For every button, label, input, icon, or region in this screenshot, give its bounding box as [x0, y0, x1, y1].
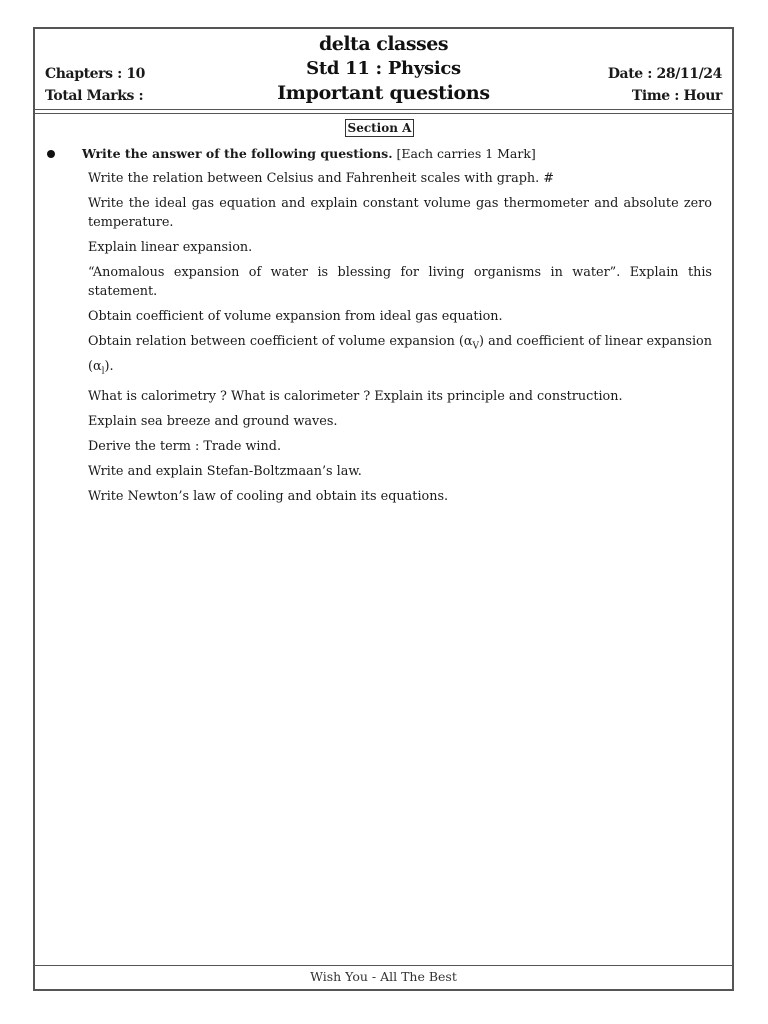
footer-divider [35, 965, 732, 966]
time-label: Time : Hour [631, 88, 722, 104]
q6-sub1: V [472, 341, 480, 352]
question-item: What is calorimetry ? What is calorimeter ? Explain its principle and construction. [88, 389, 623, 405]
question-item: Explain linear expansion. [88, 240, 253, 255]
section-instruction [47, 146, 727, 161]
exam-sheet [33, 27, 734, 991]
instruction-bold: Write the answer of the following questions. [82, 146, 393, 161]
chapters-label: Chapters : 10 [45, 66, 146, 82]
question-item: “Anomalous expansion of water is blessing for living organisms in water”. Explain this statement. [88, 265, 712, 299]
q6-part3: ). [104, 358, 114, 374]
q6-part2: ) and coefficient of linear expansion (α [88, 334, 712, 374]
bullet-icon [47, 150, 55, 158]
q6-part1: Obtain relation between coefficient of volume expansion (α [88, 334, 473, 349]
question-item: Write the relation between Celsius and Fahrenheit scales with graph. # [88, 171, 555, 186]
question-item: Obtain coefficient of volume expansion from ideal gas equation. [88, 309, 503, 324]
question-item: Write Newton’s law of cooling and obtain its equations. [88, 489, 449, 505]
paper-title: Important questions [277, 82, 490, 104]
instruction-marks: [Each carries 1 Mark] [392, 146, 536, 161]
header [35, 29, 732, 109]
header-divider [35, 109, 732, 110]
subject-title: Std 11 : Physics [306, 58, 461, 79]
question-item: Write and explain Stefan-Boltzmaan’s law. [88, 464, 362, 480]
date-label: Date : 28/11/24 [607, 66, 722, 82]
question-item: Derive the term : Trade wind. [88, 439, 282, 455]
total-marks-label: Total Marks : [45, 88, 144, 104]
school-name: delta classes [318, 33, 449, 55]
q6-sub2: l [101, 366, 105, 377]
question-list [88, 169, 712, 512]
question-item: Explain sea breeze and ground waves. [88, 414, 338, 430]
footer-text: Wish You - All The Best [310, 969, 457, 984]
question-item: Write the ideal gas equation and explain constant volume gas thermometer and absolute zero temperature. [88, 196, 712, 230]
question-item [88, 332, 712, 381]
section-label: Section A [345, 119, 414, 137]
header-divider-2 [35, 113, 732, 114]
